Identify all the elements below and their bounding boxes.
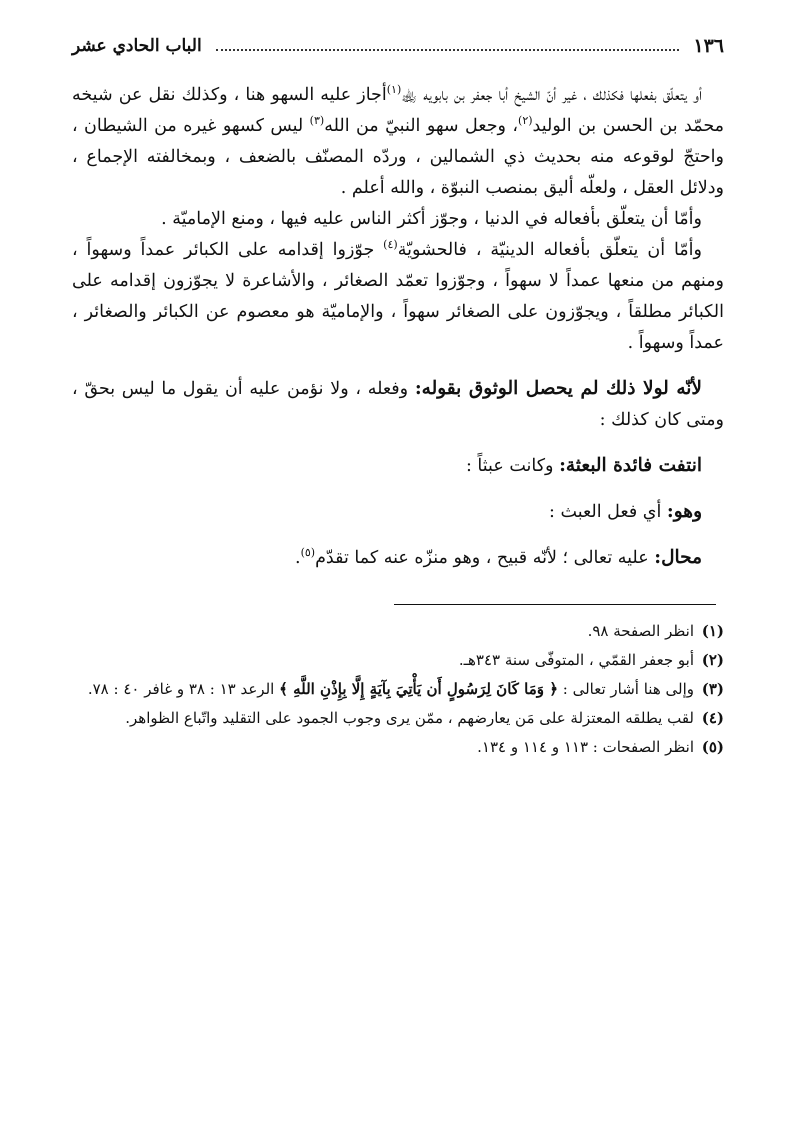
paragraph xyxy=(72,80,724,204)
text-run: أو يتعلّق بفعلها فكذلك ، غير أنّ الشيخ أبا جعفر بن بابويه ﵀ xyxy=(401,85,702,105)
statement xyxy=(72,496,724,528)
statement-heading: وهو: xyxy=(666,501,702,522)
running-header xyxy=(72,30,724,62)
footnote-ref: (٥) xyxy=(300,546,316,560)
footnote-text xyxy=(72,675,694,704)
footnote-separator xyxy=(394,604,716,605)
footnote xyxy=(72,675,724,704)
footnote-ref: (٢) xyxy=(518,114,533,128)
text-run: جوّزوا إقدامه على الكبائر عمداً وسهواً ، ومنهم من منعها عمداً لا سهواً ، وجوّزوا تعمّد الصغائر ، والأشاعرة لا يجوّزون إقدامه على الكبائر مطلقاً ، ويجوّزون على الصغائر سهواً ، والإماميّة هو معصوم عن الكبائر والصغائر ، عمداً وسهواً . xyxy=(72,240,724,353)
footnotes xyxy=(72,617,724,762)
quran-quote: ﴿ وَمَا كَانَ لِرَسُولٍ أَن يَأْتِيَ بِآيَةٍ إِلَّا بِإِذْنِ اللَّهِ ﴾ xyxy=(279,680,558,698)
paragraph xyxy=(72,235,724,359)
footnote-number: (٥) xyxy=(701,738,724,756)
footnote-number: (٣) xyxy=(701,680,724,698)
statement xyxy=(72,450,724,482)
text-run: ليس كسهو غيره من الشيطان ، واحتجّ لوقوعه منه بحديث ذي الشمالين ، وردّه المصنّف بالضعف ، وبمخالفته الإجماع ، ودلائل العقل ، ولعلّه أليق بمنصب النبوّة ، والله أعلم . xyxy=(72,116,724,198)
statement-text: عليه تعالى ؛ لأنّه قبيح ، وهو منزّه عنه كما تقدّم xyxy=(315,548,655,568)
chapter-title: الباب الحادي عشر xyxy=(72,36,202,56)
statement-heading: لأنّه لولا ذلك لم يحصل الوثوق بقوله: xyxy=(414,378,702,399)
footnote-ref: (٣) xyxy=(309,114,325,128)
footnote xyxy=(72,617,724,646)
footnote-number: (٤) xyxy=(701,709,724,727)
statement-text: وفعله ، ولا نؤمن عليه أن يقول ما ليس بحقّ ، ومتى كان كذلك : xyxy=(72,379,724,430)
statement-text: وكانت عبثاً : xyxy=(465,456,560,476)
text-run: وأمّا أن يتعلّق بأفعاله في الدنيا ، وجوّز أكثر الناس عليه فيها ، ومنع الإماميّة . xyxy=(161,209,702,229)
footnote-text: انظر الصفحات : ١١٣ و ١١٤ و ١٣٤. xyxy=(477,738,694,756)
statement xyxy=(72,373,724,436)
footnote-ref: (٤) xyxy=(383,238,398,252)
statement-text: أي فعل العبث : xyxy=(549,502,667,522)
text-run: وأمّا أن يتعلّق بأفعاله الدينيّة ، فالحشويّة xyxy=(397,240,702,260)
statement-heading: انتفت فائدة البعثة: xyxy=(559,455,702,476)
footnote-text: انظر الصفحة ٩٨. xyxy=(587,622,694,640)
statement-heading: محال: xyxy=(654,547,702,568)
text-run: وإلى هنا أشار تعالى : xyxy=(558,680,694,698)
page-number: ١٣٦ xyxy=(693,35,724,57)
footnote xyxy=(72,733,724,762)
text-run: أجاز عليه السهو هنا ، وكذلك نقل عن شيخه محمّد بن الحسن بن الوليد xyxy=(72,85,724,136)
paragraph xyxy=(72,204,724,235)
footnote-number: (١) xyxy=(701,622,724,640)
text-run: ، وجعل سهو النبيّ من الله xyxy=(324,116,519,136)
footnote xyxy=(72,646,724,675)
footnote-number: (٢) xyxy=(701,651,724,669)
footnote-ref: (١) xyxy=(386,83,402,97)
text-run: . xyxy=(294,548,301,568)
footnote-text: لقب يطلقه المعتزلة على مَن يعارضهم ، ممّن يرى وجوب الجمود على التقليد واتّباع الظواهر. xyxy=(125,709,694,727)
statement xyxy=(72,542,724,574)
footnote-text: أبو جعفر القمّي ، المتوفّى سنة ٣٤٣هـ. xyxy=(458,651,694,669)
text-run: الرعد ١٣ : ٣٨ و غافر ٤٠ : ٧٨. xyxy=(87,680,280,698)
page xyxy=(72,30,724,762)
footnote xyxy=(72,704,724,733)
header-dot-leader xyxy=(216,49,680,51)
main-text xyxy=(72,80,724,574)
